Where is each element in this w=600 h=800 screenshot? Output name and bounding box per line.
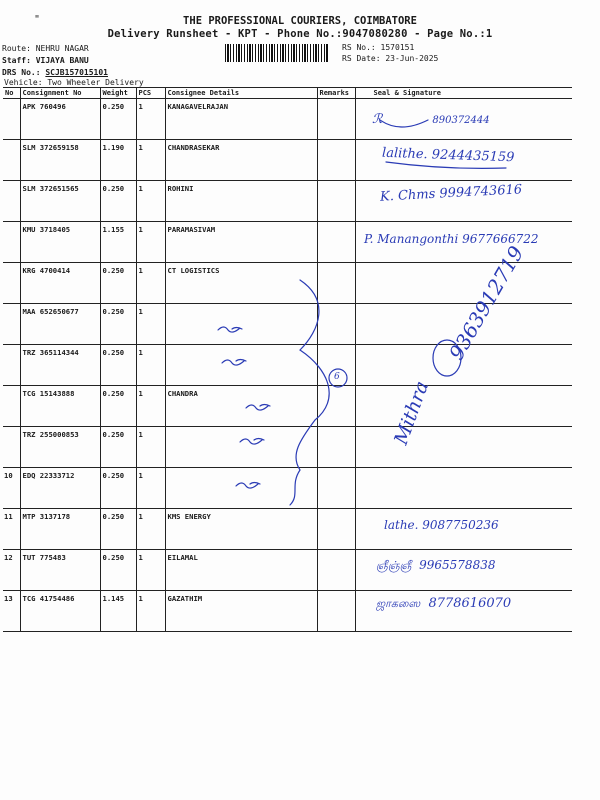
table-header bbox=[3, 88, 572, 99]
cell-consignment: TCG 41754486 bbox=[20, 591, 100, 632]
rs-no-line bbox=[342, 43, 414, 53]
staff-value: VIJAYA BANU bbox=[35, 56, 89, 65]
cell-pcs: 1 bbox=[136, 509, 165, 550]
cell-consignee: PARAMASIVAM bbox=[165, 222, 317, 263]
runsheet-table bbox=[3, 87, 572, 632]
rs-date-label: RS Date: bbox=[342, 54, 381, 63]
cell-pcs: 1 bbox=[136, 386, 165, 427]
cell-weight: 1.190 bbox=[100, 140, 136, 181]
col-remarks: Remarks bbox=[317, 88, 355, 99]
cell-remarks bbox=[317, 222, 355, 263]
route-value: NEHRU NAGAR bbox=[35, 44, 89, 53]
handwriting-r2: lalithe. 9244435159 bbox=[381, 145, 515, 166]
handwriting-r4: P. Manangonthi 9677666722 bbox=[364, 232, 539, 246]
table-row bbox=[3, 345, 572, 386]
scan-mark: " bbox=[34, 14, 41, 25]
cell-signature bbox=[355, 427, 572, 468]
cell-remarks bbox=[317, 263, 355, 304]
cell-consignment: TRZ 365114344 bbox=[20, 345, 100, 386]
cell-weight: 0.250 bbox=[100, 99, 136, 140]
cell-no: 11 bbox=[3, 509, 20, 550]
handwriting-big-name: Mithra bbox=[390, 378, 434, 448]
cell-consignee bbox=[165, 304, 317, 345]
cell-no bbox=[3, 181, 20, 222]
cell-consignee: CHANDRA bbox=[165, 386, 317, 427]
cell-weight: 0.250 bbox=[100, 386, 136, 427]
cell-consignee: KMS ENERGY bbox=[165, 509, 317, 550]
cell-weight: 1.145 bbox=[100, 591, 136, 632]
cell-pcs: 1 bbox=[136, 263, 165, 304]
circled-mark: 6 bbox=[334, 372, 340, 382]
cell-remarks bbox=[317, 509, 355, 550]
rs-date-line bbox=[342, 54, 438, 64]
cell-consignee: CT LOGISTICS bbox=[165, 263, 317, 304]
staff-label: Staff: bbox=[2, 56, 31, 65]
staff-line bbox=[2, 56, 89, 66]
cell-consignment: TCG 15143888 bbox=[20, 386, 100, 427]
cell-signature bbox=[355, 263, 572, 304]
cell-pcs: 1 bbox=[136, 99, 165, 140]
handwriting-r1: ℛ 890372444 bbox=[372, 112, 490, 127]
cell-consignment: SLM 372659158 bbox=[20, 140, 100, 181]
cell-weight: 0.250 bbox=[100, 345, 136, 386]
cell-consignment: EDQ 22333712 bbox=[20, 468, 100, 509]
cell-weight: 0.250 bbox=[100, 181, 136, 222]
drs-value: SCJB157015101 bbox=[45, 68, 108, 77]
cell-consignee: CHANDRASEKAR bbox=[165, 140, 317, 181]
runsheet-title: Delivery Runsheet - KPT - Phone No.:9047080280 - Page No.:1 bbox=[107, 28, 493, 40]
cell-consignee bbox=[165, 468, 317, 509]
col-no: No bbox=[3, 88, 20, 99]
cell-remarks bbox=[317, 427, 355, 468]
route-label: Route: bbox=[2, 44, 31, 53]
col-weight: Weight bbox=[100, 88, 136, 99]
cell-consignee: KANAGAVELRAJAN bbox=[165, 99, 317, 140]
cell-pcs: 1 bbox=[136, 222, 165, 263]
rs-no-value: 1570151 bbox=[380, 43, 415, 52]
cell-no: 10 bbox=[3, 468, 20, 509]
drs-line bbox=[2, 68, 108, 78]
cell-pcs: 1 bbox=[136, 550, 165, 591]
handwriting-r13: ஜாகஸை 8778616070 bbox=[376, 596, 512, 611]
handwriting-r3: K. Chms 9994743616 bbox=[379, 182, 523, 205]
drs-label: DRS No.: bbox=[2, 68, 41, 77]
cell-remarks bbox=[317, 99, 355, 140]
cell-weight: 0.250 bbox=[100, 304, 136, 345]
cell-consignment: KRG 4700414 bbox=[20, 263, 100, 304]
table-row bbox=[3, 468, 572, 509]
cell-weight: 0.250 bbox=[100, 550, 136, 591]
cell-weight: 0.250 bbox=[100, 427, 136, 468]
rs-date-value: 23-Jun-2025 bbox=[385, 54, 439, 63]
cell-consignment: SLM 372651565 bbox=[20, 181, 100, 222]
col-pcs: PCS bbox=[136, 88, 165, 99]
handwriting-r11: lathe. 9087750236 bbox=[384, 518, 499, 532]
cell-no bbox=[3, 427, 20, 468]
cell-no: 12 bbox=[3, 550, 20, 591]
company-title: THE PROFESSIONAL COURIERS, COIMBATORE bbox=[183, 15, 417, 27]
cell-remarks bbox=[317, 591, 355, 632]
handwriting-big-number: 9363912719 bbox=[444, 241, 529, 364]
cell-pcs: 1 bbox=[136, 181, 165, 222]
cell-weight: 0.250 bbox=[100, 509, 136, 550]
cell-pcs: 1 bbox=[136, 591, 165, 632]
barcode bbox=[225, 44, 329, 62]
cell-consignment: KMU 3718405 bbox=[20, 222, 100, 263]
cell-consignee: GAZATHIM bbox=[165, 591, 317, 632]
cell-remarks bbox=[317, 550, 355, 591]
table-row bbox=[3, 427, 572, 468]
cell-pcs: 1 bbox=[136, 304, 165, 345]
cell-remarks bbox=[317, 468, 355, 509]
cell-no bbox=[3, 345, 20, 386]
cell-consignee bbox=[165, 427, 317, 468]
cell-consignee bbox=[165, 345, 317, 386]
cell-no bbox=[3, 99, 20, 140]
cell-weight: 0.250 bbox=[100, 263, 136, 304]
cell-consignment: TRZ 255000853 bbox=[20, 427, 100, 468]
handwriting-r12: ஞீஞ்ஞீ 9965578838 bbox=[376, 558, 496, 572]
cell-no bbox=[3, 304, 20, 345]
cell-consignment: MAA 652650677 bbox=[20, 304, 100, 345]
col-signature: Seal & Signature bbox=[355, 88, 572, 99]
cell-no bbox=[3, 222, 20, 263]
cell-remarks bbox=[317, 140, 355, 181]
cell-no: 13 bbox=[3, 591, 20, 632]
cell-no bbox=[3, 263, 20, 304]
rs-no-label: RS No.: bbox=[342, 43, 376, 52]
cell-remarks bbox=[317, 304, 355, 345]
cell-weight: 1.155 bbox=[100, 222, 136, 263]
cell-pcs: 1 bbox=[136, 427, 165, 468]
cell-weight: 0.250 bbox=[100, 468, 136, 509]
route-line bbox=[2, 44, 89, 54]
cell-remarks bbox=[317, 386, 355, 427]
vehicle-value: Two Wheeler Delivery bbox=[47, 78, 144, 87]
cell-signature bbox=[355, 386, 572, 427]
cell-consignment: TUT 775483 bbox=[20, 550, 100, 591]
cell-pcs: 1 bbox=[136, 140, 165, 181]
cell-pcs: 1 bbox=[136, 345, 165, 386]
cell-consignee: EILAMAL bbox=[165, 550, 317, 591]
col-consignment: Consignment No bbox=[20, 88, 100, 99]
col-consignee: Consignee Details bbox=[165, 88, 317, 99]
cell-no bbox=[3, 140, 20, 181]
cell-consignee: ROHINI bbox=[165, 181, 317, 222]
cell-signature bbox=[355, 468, 572, 509]
cell-consignment: APK 760496 bbox=[20, 99, 100, 140]
table-row bbox=[3, 386, 572, 427]
vehicle-label: Vehicle: bbox=[4, 78, 43, 87]
cell-no bbox=[3, 386, 20, 427]
cell-remarks bbox=[317, 181, 355, 222]
cell-consignment: MTP 3137178 bbox=[20, 509, 100, 550]
cell-pcs: 1 bbox=[136, 468, 165, 509]
